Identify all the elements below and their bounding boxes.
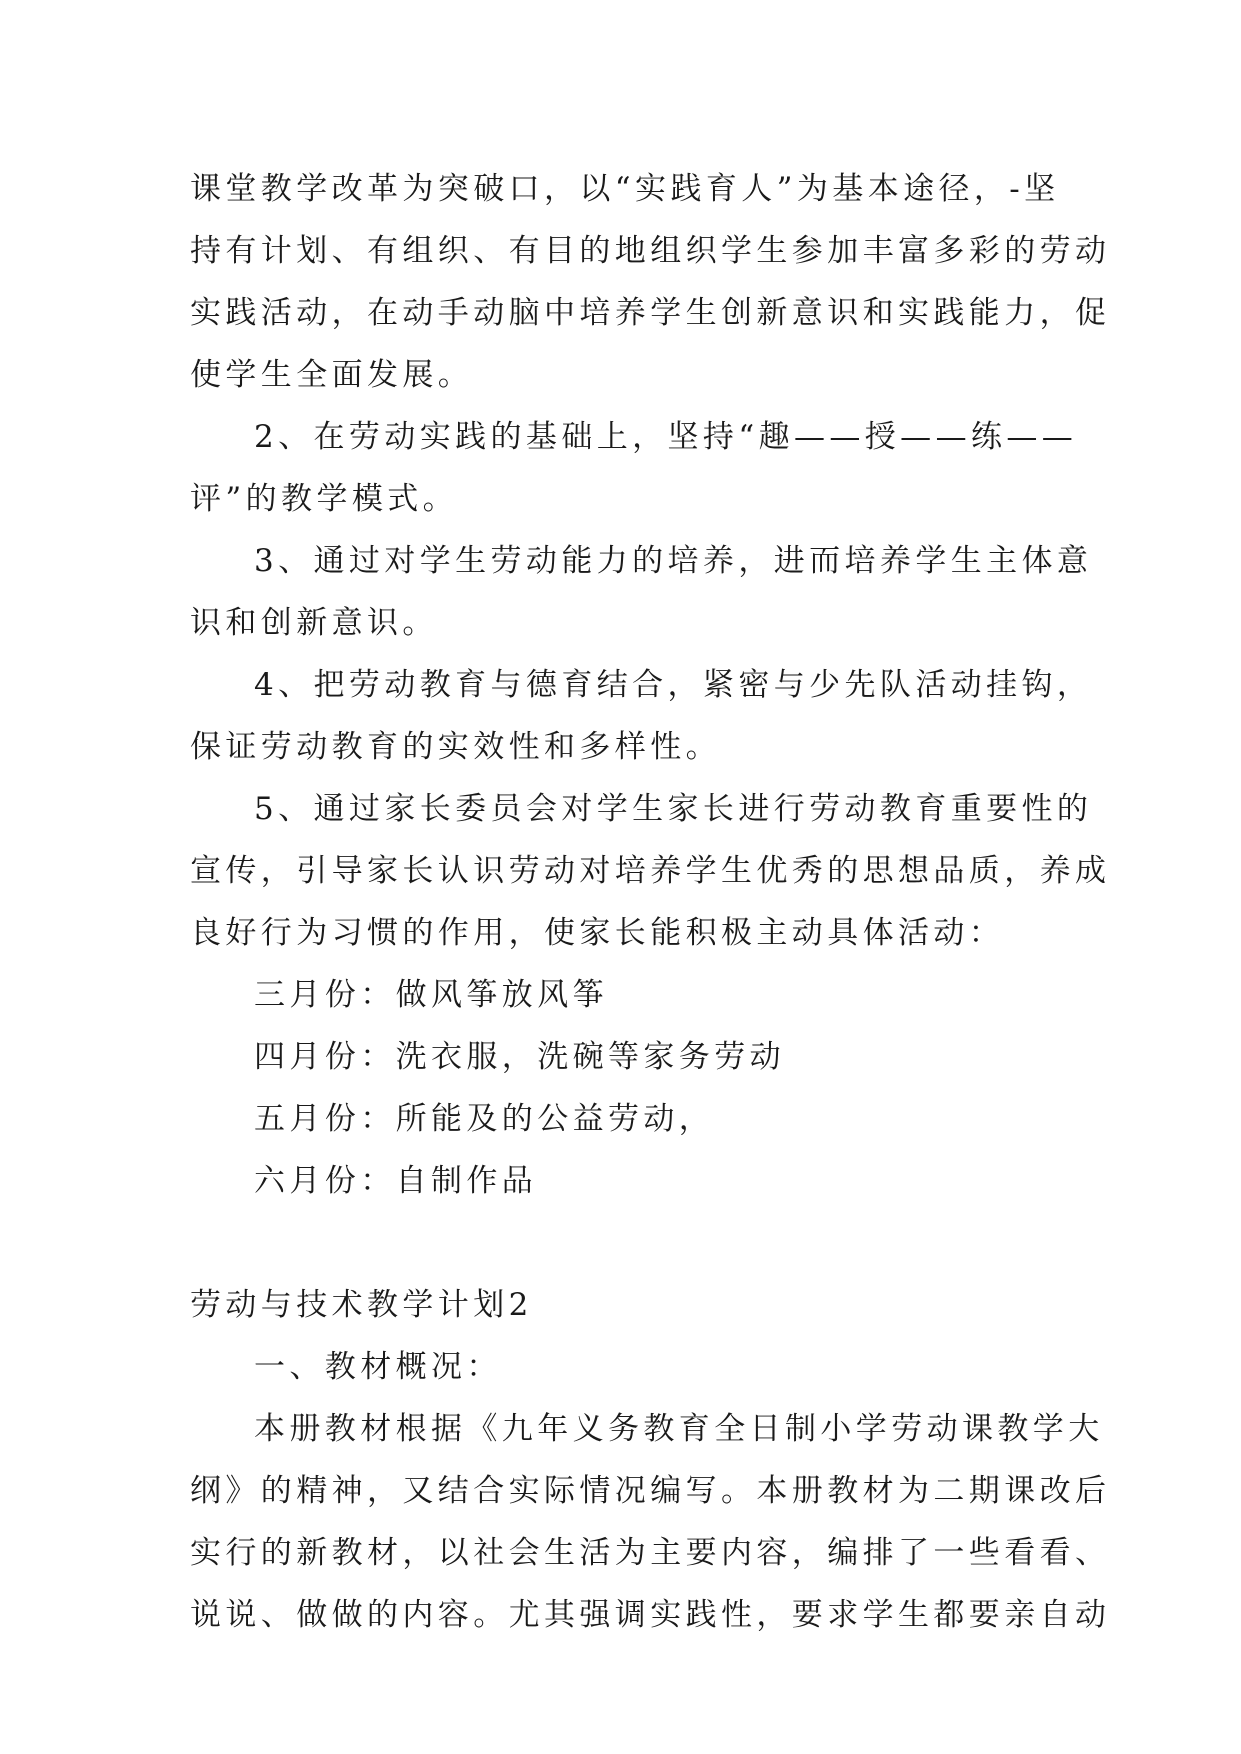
paragraph-materials-overview [190,1398,1111,1646]
text-line: 良好行为习惯的作用，使家长能积极主动具体活动： [190,915,1005,951]
text-line: 5、通过家长委员会对学生家长进行劳动教育重要性的 [254,791,1093,827]
monthly-activities-list [190,964,1050,1212]
text-line: 2、在劳动实践的基础上，坚持“趣——授——练—— [254,419,1078,455]
text-line: 评”的教学模式。 [190,481,459,517]
text-line: 实行的新教材，以社会生活为主要内容，编排了一些看看、 [190,1535,1111,1571]
section-heading-materials: 一、教材概况： [254,1349,502,1385]
month-item-june: 六月份：自制作品 [254,1163,538,1199]
text-line: 本册教材根据《九年义务教育全日制小学劳动课教学大 [254,1411,1104,1447]
month-item-april: 四月份：洗衣服，洗碗等家务劳动 [254,1039,785,1075]
paragraph-practice-education [190,158,1111,406]
text-line: 课堂教学改革为突破口，以“实践育人”为基本途径，-坚 [190,171,1060,207]
text-line: 持有计划、有组织、有目的地组织学生参加丰富多彩的劳动 [190,233,1111,269]
month-item-may: 五月份：所能及的公益劳动， [254,1101,715,1137]
text-line: 4、把劳动教育与德育结合，紧密与少先队活动挂钩， [254,667,1093,703]
month-item-march: 三月份：做风筝放风筝 [254,977,608,1013]
list-item-3-ability-training [190,530,1093,654]
text-line: 实践活动，在动手动脑中培养学生创新意识和实践能力，促 [190,295,1111,331]
list-item-4-moral-education [190,654,1093,778]
section-title: 劳动与技术教学计划2 [190,1287,533,1323]
text-line: 宣传，引导家长认识劳动对培养学生优秀的思想品质，养成 [190,853,1111,889]
text-line: 3、通过对学生劳动能力的培养，进而培养学生主体意 [254,543,1093,579]
list-item-5-parent-committee [190,778,1111,964]
section-spacer [190,1212,1050,1274]
text-line: 保证劳动教育的实效性和多样性。 [190,729,721,765]
text-line: 纲》的精神，又结合实际情况编写。本册教材为二期课改后 [190,1473,1111,1509]
text-line: 说说、做做的内容。尤其强调实践性，要求学生都要亲自动 [190,1597,1111,1633]
document-page [190,158,1111,1646]
text-line: 使学生全面发展。 [190,357,474,393]
text-line: 识和创新意识。 [190,605,438,641]
list-item-2-teaching-mode [190,406,1078,530]
